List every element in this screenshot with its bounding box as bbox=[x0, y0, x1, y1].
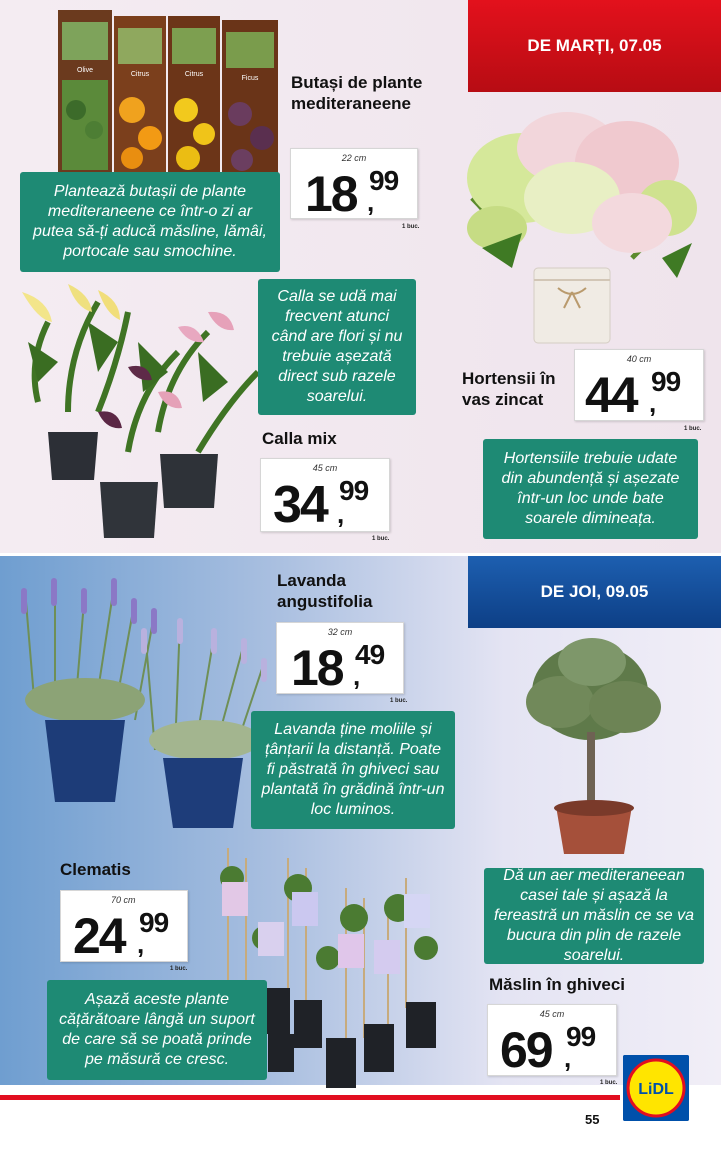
info-box-calla: Calla se udă mai frecvent atunci când are flori și nu trebuie așezată direct sub razele soarelui. bbox=[258, 279, 416, 415]
product-title-clematis[interactable]: Clematis bbox=[60, 860, 131, 879]
info-box-clematis: Așază aceste plante cățărătoare lângă un suport de care să se poată prinde pe măsură ce cresc. bbox=[47, 980, 267, 1080]
price-whole: 44 bbox=[585, 367, 637, 423]
pack-label-olive: Olive bbox=[77, 67, 93, 74]
unit-label: 1 buc. bbox=[390, 698, 408, 704]
price-box-butasi bbox=[290, 148, 418, 222]
size-label: 45 cm bbox=[312, 463, 338, 473]
price-box-hortensii bbox=[574, 349, 704, 421]
product-title-butasi[interactable]: Butași de plante mediteraneene bbox=[291, 73, 423, 113]
olive-tree-image[interactable] bbox=[520, 632, 670, 860]
calla-image[interactable] bbox=[8, 282, 270, 542]
size-label: 45 cm bbox=[539, 1009, 565, 1019]
pack-label-ficus: Ficus bbox=[241, 75, 259, 82]
price-comma: , bbox=[337, 499, 345, 529]
price-whole: 34 bbox=[273, 476, 327, 534]
product-title-calla[interactable]: Calla mix bbox=[262, 429, 337, 448]
price-box-lavanda bbox=[276, 622, 404, 694]
lidl-logo[interactable] bbox=[623, 1055, 689, 1121]
size-label: 70 cm bbox=[111, 895, 136, 905]
price-comma: , bbox=[367, 187, 375, 217]
unit-label: 1 buc. bbox=[402, 224, 420, 230]
price-box-maslin bbox=[487, 1004, 617, 1076]
price-cents: 99 bbox=[139, 907, 169, 938]
unit-label: 1 buc. bbox=[600, 1080, 618, 1086]
hydrangea-image[interactable] bbox=[452, 108, 707, 348]
price-comma: , bbox=[353, 661, 361, 691]
date-banner-tuesday: DE MARȚI, 07.05 bbox=[468, 0, 721, 92]
price-comma: , bbox=[137, 929, 145, 959]
info-box-butasi: Plantează butașii de plante mediteraneene ce într-o zi ar putea să-ți aducă măsline, lămâi, portocale sau smochine. bbox=[20, 172, 280, 272]
unit-label: 1 buc. bbox=[684, 426, 702, 432]
price-box-clematis bbox=[60, 890, 188, 962]
price-whole: 18 bbox=[305, 166, 357, 222]
price-comma: , bbox=[564, 1043, 572, 1073]
product-title-maslin[interactable]: Măslin în ghiveci bbox=[489, 975, 626, 994]
product-title-lavanda[interactable]: Lavanda angustifolia bbox=[277, 571, 373, 611]
price-comma: , bbox=[649, 388, 657, 418]
price-cents: 49 bbox=[355, 639, 385, 670]
lavender-image[interactable] bbox=[15, 570, 277, 830]
price-box-calla bbox=[260, 458, 390, 532]
size-label: 32 cm bbox=[327, 627, 353, 637]
svg-text:LiDL: LiDL bbox=[638, 1081, 674, 1098]
price-cents: 99 bbox=[651, 366, 681, 397]
price-cents: 99 bbox=[566, 1021, 596, 1052]
price-cents: 99 bbox=[339, 475, 369, 506]
page-number: 55 bbox=[585, 1112, 600, 1127]
price-whole: 18 bbox=[291, 640, 343, 696]
date-banner-thursday: DE JOI, 09.05 bbox=[468, 556, 721, 628]
info-box-hortensii: Hortensiile trebuie udate din abundență și așezate într-un loc unde bate soarele dimineața. bbox=[483, 439, 698, 539]
price-cents: 99 bbox=[369, 165, 399, 196]
unit-label: 1 buc. bbox=[372, 536, 390, 542]
size-label: 40 cm bbox=[626, 354, 652, 364]
pack-label-citrus-1: Citrus bbox=[130, 71, 150, 78]
price-whole: 24 bbox=[73, 908, 125, 964]
cuttings-packs-image[interactable] bbox=[58, 10, 280, 175]
info-box-maslin: Dă un aer mediteraneean casei tale și așază la fereastră un măslin ce se va bucura din plin de razele soarelui. bbox=[484, 868, 704, 964]
info-box-lavanda: Lavanda ține moliile și țânțarii la distanță. Poate fi păstrată în ghiveci sau plantată în grădină într-un loc luminos. bbox=[251, 711, 455, 829]
red-footer-line bbox=[0, 1095, 620, 1100]
size-label: 22 cm bbox=[341, 153, 367, 163]
product-title-hortensii[interactable]: Hortensii în vas zincat bbox=[462, 369, 556, 409]
price-whole: 69 bbox=[500, 1022, 552, 1078]
pack-label-citrus-2: Citrus bbox=[184, 71, 204, 78]
unit-label: 1 buc. bbox=[170, 966, 188, 972]
